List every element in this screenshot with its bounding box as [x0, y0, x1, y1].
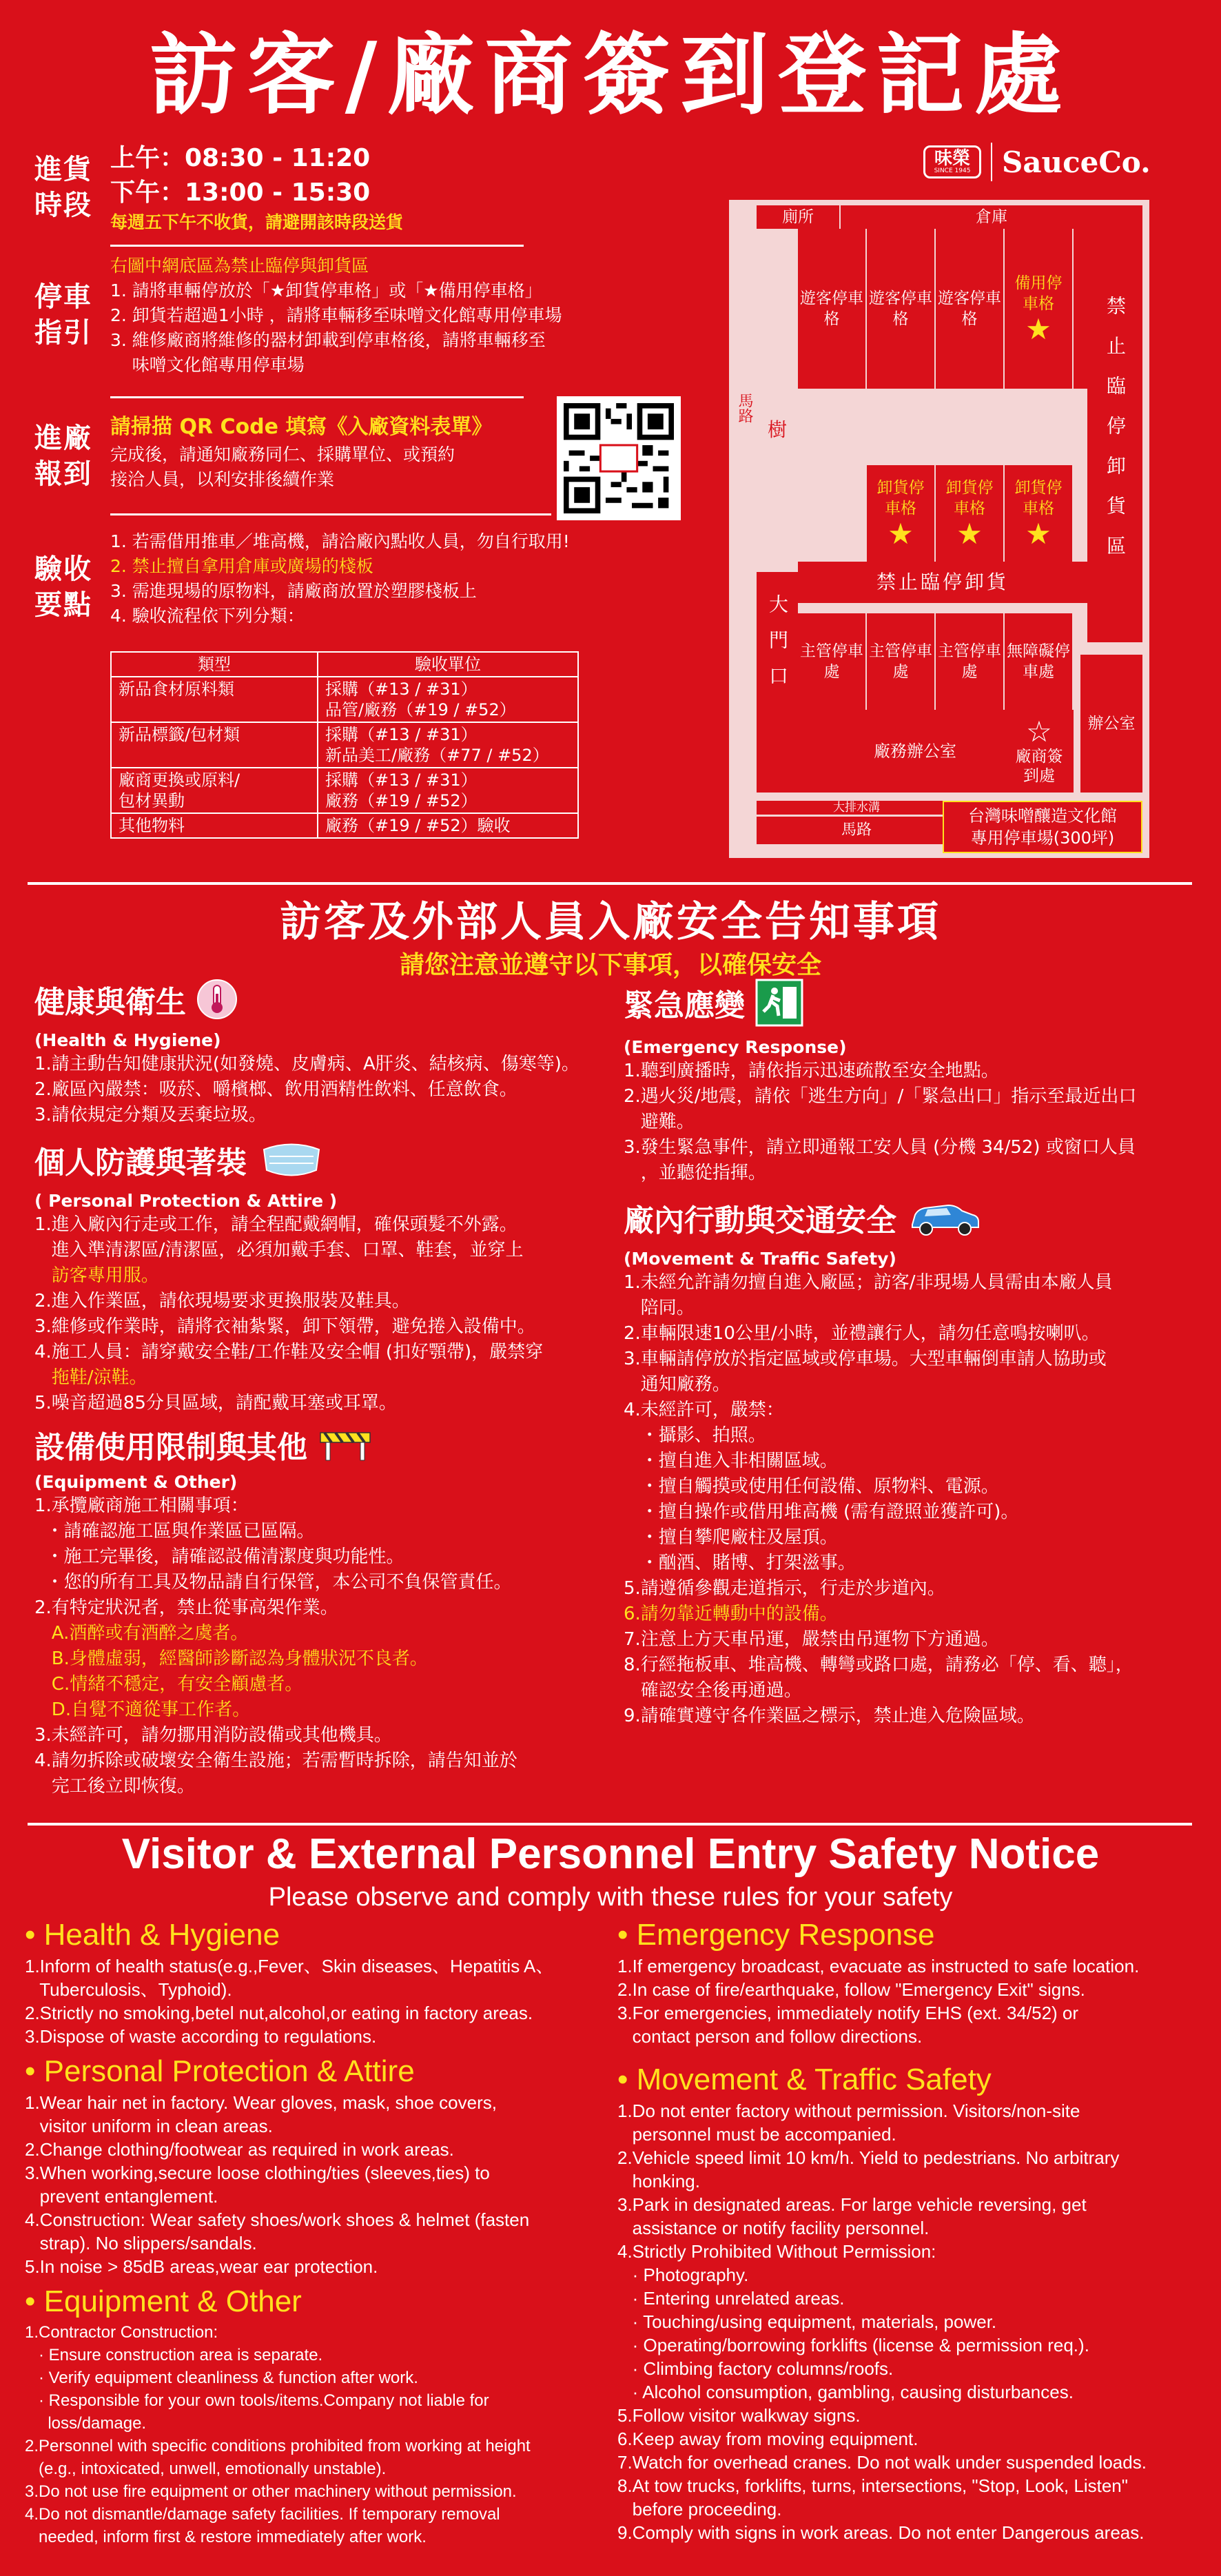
- section-divider: [28, 1823, 1192, 1826]
- cn-left-column: [34, 979, 620, 1799]
- map-drain: 大排水溝: [757, 801, 956, 815]
- parking-item: 1. 請將車輛停放於「★卸貨停車格」或「★備用停車格」: [110, 280, 542, 300]
- safety-subtitle-cn: 請您注意並遵守以下事項，以確保安全: [399, 951, 821, 979]
- hours-morning: 上午：08:30 - 11:20: [110, 144, 371, 172]
- section-heading: 緊急應變: [624, 979, 1196, 1036]
- list-item: 1.進入廠內行走或工作，請全程配戴網帽，確保頭髮不外露。: [34, 1214, 517, 1235]
- section-heading-en: (Health & Hygiene): [34, 1030, 221, 1050]
- manager-slot: 主管停車處: [867, 613, 936, 710]
- logo-divider: [991, 143, 992, 181]
- map-office: 辦公室: [1080, 655, 1142, 793]
- list-item: A.酒醉或有酒醉之虞者。: [34, 1623, 249, 1644]
- map-factory-office: 廠務辦公室: [757, 710, 1074, 793]
- safety-subtitle-en: Please observe and comply with these rules for your safety: [268, 1883, 953, 1912]
- barrier-icon: [318, 1427, 373, 1471]
- visitor-slot: 遊客停車格: [867, 229, 936, 389]
- parking-block: [110, 254, 620, 378]
- list-item: 4.請勿拆除或破壞安全衛生設施；若需暫時拆除，請告知並於: [34, 1750, 517, 1771]
- list-item: 1.承攬廠商施工相關事項：: [34, 1495, 249, 1516]
- map-unload-zone: [867, 465, 1074, 562]
- map-no-stop-zone: 禁止臨停卸貨區: [1087, 229, 1142, 642]
- cn-emergency-section: [624, 979, 1196, 1186]
- list-item: ・擅自攀爬廠柱及屋頂。: [624, 1527, 838, 1548]
- list-item: 8.行經拖板車、堆高機、轉彎或路口處，請務必「停、看、聽」，: [624, 1655, 1133, 1675]
- seal-subtext: SINCE 1945: [934, 167, 971, 174]
- cn-equip-section: [34, 1427, 620, 1799]
- list-item: 4.Strictly Prohibited Without Permission:: [617, 2241, 936, 2262]
- list-item: 2.廠區內嚴禁：吸菸、嚼檳榔、飲用酒精性飲料、任意飲食。: [34, 1079, 517, 1100]
- map-manager-zone: [798, 613, 1074, 710]
- list-item: · Operating/borrowing forklifts (license & permission req.).: [617, 2335, 1089, 2355]
- list-item: Tuberculosis、Typhoid).: [25, 1979, 232, 2000]
- hours-label: 進貨時段: [34, 154, 92, 221]
- list-item: · Climbing factory columns/roofs.: [617, 2358, 894, 2379]
- list-item: · Ensure construction area is separate.: [25, 2346, 323, 2364]
- unload-slot: 卸貨停車格 ★: [936, 465, 1005, 562]
- list-item: ・您的所有工具及物品請自行保管，本公司不負保管責任。: [34, 1572, 512, 1593]
- manager-slot: 主管停車處: [936, 613, 1005, 710]
- list-item: 6.Keep away from moving equipment.: [617, 2429, 919, 2449]
- emergency-exit-icon: [755, 979, 803, 1036]
- checkin-line: 完成後，請通知廠務同仁、採購單位、或預約: [110, 444, 455, 464]
- section-heading: 設備使用限制與其他: [34, 1427, 620, 1471]
- backup-slot: 備用停車格 ★: [1005, 229, 1074, 389]
- list-item: 5.請遵循參觀走道指示，行走於步道內。: [624, 1578, 945, 1599]
- list-item: 2.In case of fire/earthquake, follow "Emergency Exit" signs.: [617, 1979, 1085, 2000]
- map-road-bottom: 馬路: [757, 817, 956, 844]
- section-heading: • Health & Hygiene: [25, 1918, 280, 1952]
- safety-title-cn: 訪客及外部人員入廠安全告知事項: [280, 898, 941, 946]
- acceptance-item: 4. 驗收流程依下列分類：: [110, 606, 305, 626]
- hours-block: [110, 141, 524, 235]
- divider-line: [110, 513, 551, 515]
- star-icon: ★: [1025, 517, 1051, 551]
- list-item: 完工後立即恢復。: [34, 1776, 195, 1797]
- list-item: prevent entanglement.: [25, 2186, 218, 2207]
- list-item: · Responsible for your own tools/items.Company not liable for: [25, 2391, 489, 2410]
- list-item: · Verify equipment cleanliness & function after work.: [25, 2369, 418, 2387]
- qr-code[interactable]: [557, 396, 681, 520]
- table-cell: 採購（#13 / #31） 廠務（#19 / #52）: [318, 768, 578, 813]
- list-item: 通知廠務。: [624, 1374, 730, 1395]
- accessible-slot: 無障礙停車處: [1005, 613, 1074, 710]
- table-cell: 新品食材原料類: [111, 677, 318, 722]
- acceptance-block: [110, 529, 703, 628]
- list-item: (e.g., intoxicated, unwell, emotionally unstable).: [25, 2460, 387, 2478]
- list-item: ・請確認施工區與作業區已區隔。: [34, 1521, 315, 1542]
- cn-ppe-section: [34, 1139, 620, 1416]
- section-divider: [28, 882, 1192, 885]
- section-heading: 健康與衛生: [34, 979, 620, 1030]
- list-item: · Photography.: [617, 2265, 749, 2285]
- list-item: personnel must be accompanied.: [617, 2124, 896, 2145]
- list-item: 3.發生緊急事件，請立即通報工安人員 (分機 34/52) 或窗口人員: [624, 1137, 1136, 1158]
- cn-right-column: [624, 979, 1196, 1729]
- table-header: 驗收單位: [318, 652, 578, 677]
- list-item: 2.Strictly no smoking,betel nut,alcohol,or eating in factory areas.: [25, 2003, 533, 2023]
- section-heading: 廠內行動與交通安全: [624, 1197, 1196, 1248]
- list-item: · Alcohol consumption, gambling, causing disturbances.: [617, 2382, 1074, 2402]
- list-item: strap). No slippers/sandals.: [25, 2233, 257, 2253]
- list-item: ・施工完畢後，請確認設備清潔度與功能性。: [34, 1546, 404, 1567]
- table-cell: 廠務（#19 / #52）驗收: [318, 813, 578, 838]
- unload-slot: 卸貨停車格 ★: [867, 465, 936, 562]
- cn-health-section: [34, 979, 620, 1128]
- parking-label: 停車指引: [34, 281, 92, 349]
- list-item: 2.Change clothing/footwear as required in work areas.: [25, 2139, 454, 2160]
- list-item: 3.When working,secure loose clothing/ties (sleeves,ties) to: [25, 2163, 490, 2183]
- list-item: 1.未經允許請勿擅自進入廠區；訪客/非現場人員需由本廠人員: [624, 1272, 1113, 1293]
- map-warehouse: 倉庫: [839, 205, 1142, 229]
- list-item: 1.Contractor Construction:: [25, 2323, 218, 2342]
- list-item: 3.車輛請停放於指定區域或停車場。大型車輛倒車請人協助或: [624, 1349, 1107, 1369]
- list-item: 3.未經許可，請勿挪用消防設備或其他機具。: [34, 1725, 392, 1746]
- list-item: 9.請確實遵守各作業區之標示，禁止進入危險區域。: [624, 1706, 1035, 1726]
- seal-logo: [923, 145, 981, 178]
- acceptance-table: [110, 651, 579, 839]
- list-item: assistance or notify facility personnel.: [617, 2218, 930, 2238]
- list-item: C.情緒不穩定，有安全顧慮者。: [34, 1674, 303, 1695]
- list-item: 1.If emergency broadcast, evacuate as instructed to safe location.: [617, 1956, 1140, 1976]
- list-item: 訪客專用服。: [34, 1265, 159, 1286]
- thermometer-icon: [196, 979, 238, 1030]
- list-item: · Touching/using equipment, materials, power.: [617, 2311, 997, 2332]
- divider-line: [110, 396, 524, 398]
- cn-traffic-section: [624, 1197, 1196, 1729]
- list-item: honking.: [617, 2171, 700, 2191]
- list-item: 3.維修或作業時，請將衣袖紮緊，卸下領帶，避免捲入設備中。: [34, 1316, 535, 1337]
- list-item: 7.Watch for overhead cranes. Do not walk under suspended loads.: [617, 2452, 1147, 2473]
- list-item: 1.聽到廣播時，請依指示迅速疏散至安全地點。: [624, 1061, 999, 1081]
- list-item: 2.遇火災/地震，請依「逃生方向」/「緊急出口」指示至最近出口: [624, 1086, 1137, 1107]
- list-item: 3.For emergencies, immediately notify EHS (ext. 34/52) or: [617, 2003, 1079, 2023]
- list-item: 避難。: [624, 1112, 695, 1132]
- visitor-slot: 遊客停車格: [936, 229, 1005, 389]
- list-item: 4.Construction: Wear safety shoes/work shoes & helmet (fasten: [25, 2209, 530, 2230]
- unload-slot: 卸貨停車格 ★: [1005, 465, 1074, 562]
- list-item: 3.請依規定分類及丟棄垃圾。: [34, 1105, 267, 1125]
- list-item: 確認安全後再通過。: [624, 1680, 802, 1701]
- list-item: 3.Do not use fire equipment or other machinery without permission.: [25, 2482, 517, 2501]
- list-item: 5.噪音超過85分貝區域，請配戴耳塞或耳罩。: [34, 1393, 397, 1413]
- list-item: 5.In noise > 85dB areas,wear ear protection.: [25, 2256, 378, 2277]
- manager-slot: 主管停車處: [798, 613, 867, 710]
- table-cell: 採購（#13 / #31） 品管/廠務（#19 / #52）: [318, 677, 578, 722]
- table-cell: 新品標籤/包材類: [111, 722, 318, 768]
- checkin-block: [110, 412, 551, 492]
- list-item: loss/damage.: [25, 2414, 147, 2433]
- star-outline-icon: ☆: [1026, 715, 1052, 748]
- brand-name: SauceCo.: [1002, 145, 1151, 179]
- list-item: ，並聽從指揮。: [624, 1163, 766, 1183]
- car-icon: [907, 1197, 983, 1248]
- list-item: 2.Personnel with specific conditions prohibited from working at height: [25, 2437, 531, 2455]
- table-row: [111, 722, 578, 768]
- list-item: 1.請主動告知健康狀況(如發燒、皮膚病、A肝炎、結核病、傷寒等)。: [34, 1054, 579, 1074]
- section-heading: • Equipment & Other: [25, 2284, 302, 2318]
- acceptance-item: 2. 禁止擅自拿用倉庫或廣場的棧板: [110, 556, 373, 576]
- hours-note: 每週五下午不收貨，請避開該時段送貨: [110, 212, 404, 232]
- list-item: ・擅自操作或借用堆高機 (需有證照並獲許可)。: [624, 1502, 1019, 1522]
- map-road-left: 馬路: [736, 393, 753, 423]
- visitor-slot: 遊客停車格: [798, 229, 867, 389]
- list-item: 4.施工人員：請穿戴安全鞋/工作鞋及安全帽 (扣好顎帶)，嚴禁穿: [34, 1342, 544, 1362]
- acceptance-label: 驗收要點: [34, 553, 92, 621]
- list-item: D.自覺不適從事工作者。: [34, 1699, 251, 1720]
- face-mask-icon: [257, 1139, 326, 1190]
- list-item: B.身體虛弱，經醫師診斷認為身體狀況不良者。: [34, 1648, 428, 1669]
- table-row: [111, 768, 578, 813]
- list-item: 1.Do not enter factory without permission. Visitors/non-site: [617, 2100, 1080, 2121]
- map-no-stop-mid: 禁止臨停卸貨: [798, 562, 1087, 603]
- parking-item: 2. 卸貨若超過1小時 ，請將車輛移至味噌文化館專用停車場: [110, 305, 562, 325]
- star-icon: ★: [1025, 312, 1051, 346]
- section-heading: • Emergency Response: [617, 1918, 935, 1952]
- list-item: 6.請勿靠近轉動中的設備。: [624, 1604, 838, 1624]
- section-heading: • Movement & Traffic Safety: [617, 2063, 992, 2096]
- parking-item: 3. 維修廠商將維修的器材卸載到停車格後，請將車輛移至: [110, 330, 546, 350]
- en-right-column: [617, 1916, 1210, 2544]
- checkin-line: 接洽人員，以利安排後續作業: [110, 469, 335, 489]
- list-item: contact person and follow directions.: [617, 2026, 923, 2047]
- table-row: [111, 813, 578, 838]
- list-item: ・擅自觸摸或使用任何設備、原物料、電源。: [624, 1476, 999, 1497]
- section-heading-en: ( Personal Protection & Attire ): [34, 1191, 338, 1211]
- list-item: 3.Park in designated areas. For large vehicle reversing, get: [617, 2194, 1087, 2215]
- map-toilet: 廁所: [757, 205, 839, 229]
- hours-afternoon: 下午：13:00 - 15:30: [110, 178, 371, 207]
- divider-line: [110, 245, 524, 247]
- map-museum-parking: 台灣味噌釀造文化館 專用停車場(300坪): [943, 801, 1142, 853]
- list-item: 5.Follow visitor walkway signs.: [617, 2405, 861, 2426]
- section-heading: • Personal Protection & Attire: [25, 2054, 415, 2088]
- list-item: needed, inform first & restore immediately after work.: [25, 2528, 427, 2546]
- section-heading-en: (Emergency Response): [624, 1037, 847, 1057]
- table-header: 類型: [111, 652, 318, 677]
- list-item: ・攝影、拍照。: [624, 1425, 766, 1446]
- parking-map: [729, 200, 1149, 858]
- list-item: 陪同。: [624, 1298, 695, 1318]
- acceptance-item: 1. 若需借用推車／堆高機，請洽廠內點收人員，勿自行取用!: [110, 531, 570, 551]
- table-cell: 採購（#13 / #31） 新品美工/廠務（#77 / #52）: [318, 722, 578, 768]
- list-item: 4.Do not dismantle/damage safety facilities. If temporary removal: [25, 2505, 500, 2524]
- list-item: 4.未經許可，嚴禁：: [624, 1400, 784, 1420]
- page-title: 訪客/廠商簽到登記處: [149, 24, 1072, 127]
- list-item: 7.注意上方天車吊運，嚴禁由吊運物下方通過。: [624, 1629, 999, 1650]
- parking-item: 味噌文化館專用停車場: [110, 355, 305, 375]
- table-cell: 廠商更換或原料/ 包材異動: [111, 768, 318, 813]
- qr-code-icon: [564, 403, 674, 513]
- seal-text: 味榮: [934, 148, 970, 169]
- list-item: ・擅自進入非相關區域。: [624, 1451, 838, 1471]
- list-item: 進入準清潔區/清潔區，必須加戴手套、口罩、鞋套，並穿上: [34, 1240, 524, 1260]
- list-item: · Entering unrelated areas.: [617, 2288, 845, 2309]
- list-item: 1.Wear hair net in factory. Wear gloves, mask, shoe covers,: [25, 2092, 497, 2113]
- table-row: [111, 677, 578, 722]
- list-item: 2.車輛限速10公里/小時，並禮讓行人，請勿任意鳴按喇叭。: [624, 1323, 1100, 1344]
- en-left-column: [25, 1916, 631, 2548]
- list-item: 2.有特定狀況者，禁止從事高架作業。: [34, 1597, 338, 1618]
- list-item: 3.Dispose of waste according to regulations.: [25, 2026, 377, 2047]
- list-item: visitor uniform in clean areas.: [25, 2116, 273, 2136]
- table-header-row: [111, 652, 578, 677]
- section-heading: 個人防護與著裝: [34, 1139, 620, 1190]
- list-item: 2.Vehicle speed limit 10 km/h. Yield to pedestrians. No arbitrary: [617, 2147, 1120, 2168]
- checkin-qr-line: 請掃描 QR Code 填寫《入廠資料表單》: [110, 415, 493, 439]
- safety-title-en: Visitor & External Personnel Entry Safety Notice: [121, 1830, 1100, 1878]
- list-item: 2.進入作業區，請依現場要求更換服裝及鞋具。: [34, 1291, 410, 1311]
- section-heading-en: (Movement & Traffic Safety): [624, 1249, 896, 1269]
- list-item: 8.At tow trucks, forklifts, turns, intersections, "Stop, Look, Listen": [617, 2475, 1128, 2496]
- list-item: before proceeding.: [617, 2499, 782, 2519]
- company-logo: [923, 138, 1158, 186]
- star-icon: ★: [887, 517, 914, 551]
- section-heading-en: (Equipment & Other): [34, 1472, 238, 1492]
- list-item: 9.Comply with signs in work areas. Do not enter Dangerous areas.: [617, 2522, 1145, 2543]
- parking-intro: 右圖中網底區為禁止臨停與卸貨區: [110, 256, 369, 276]
- list-item: 拖鞋/涼鞋。: [34, 1367, 147, 1388]
- list-item: 1.Inform of health status(e.g.,Fever、Skin diseases、Hepatitis A、: [25, 1956, 554, 1976]
- acceptance-item: 3. 需進現場的原物料，請廠商放置於塑膠棧板上: [110, 581, 477, 601]
- map-gate: 大門口: [757, 572, 798, 724]
- star-icon: ★: [956, 517, 983, 551]
- map-tree-area: 樹: [757, 400, 798, 606]
- list-item: ・酗酒、賭博、打架滋事。: [624, 1553, 856, 1573]
- checkin-label: 進廠報到: [34, 422, 92, 490]
- table-cell: 其他物料: [111, 813, 318, 838]
- map-signin: ☆ 廠商簽到處: [1005, 713, 1074, 789]
